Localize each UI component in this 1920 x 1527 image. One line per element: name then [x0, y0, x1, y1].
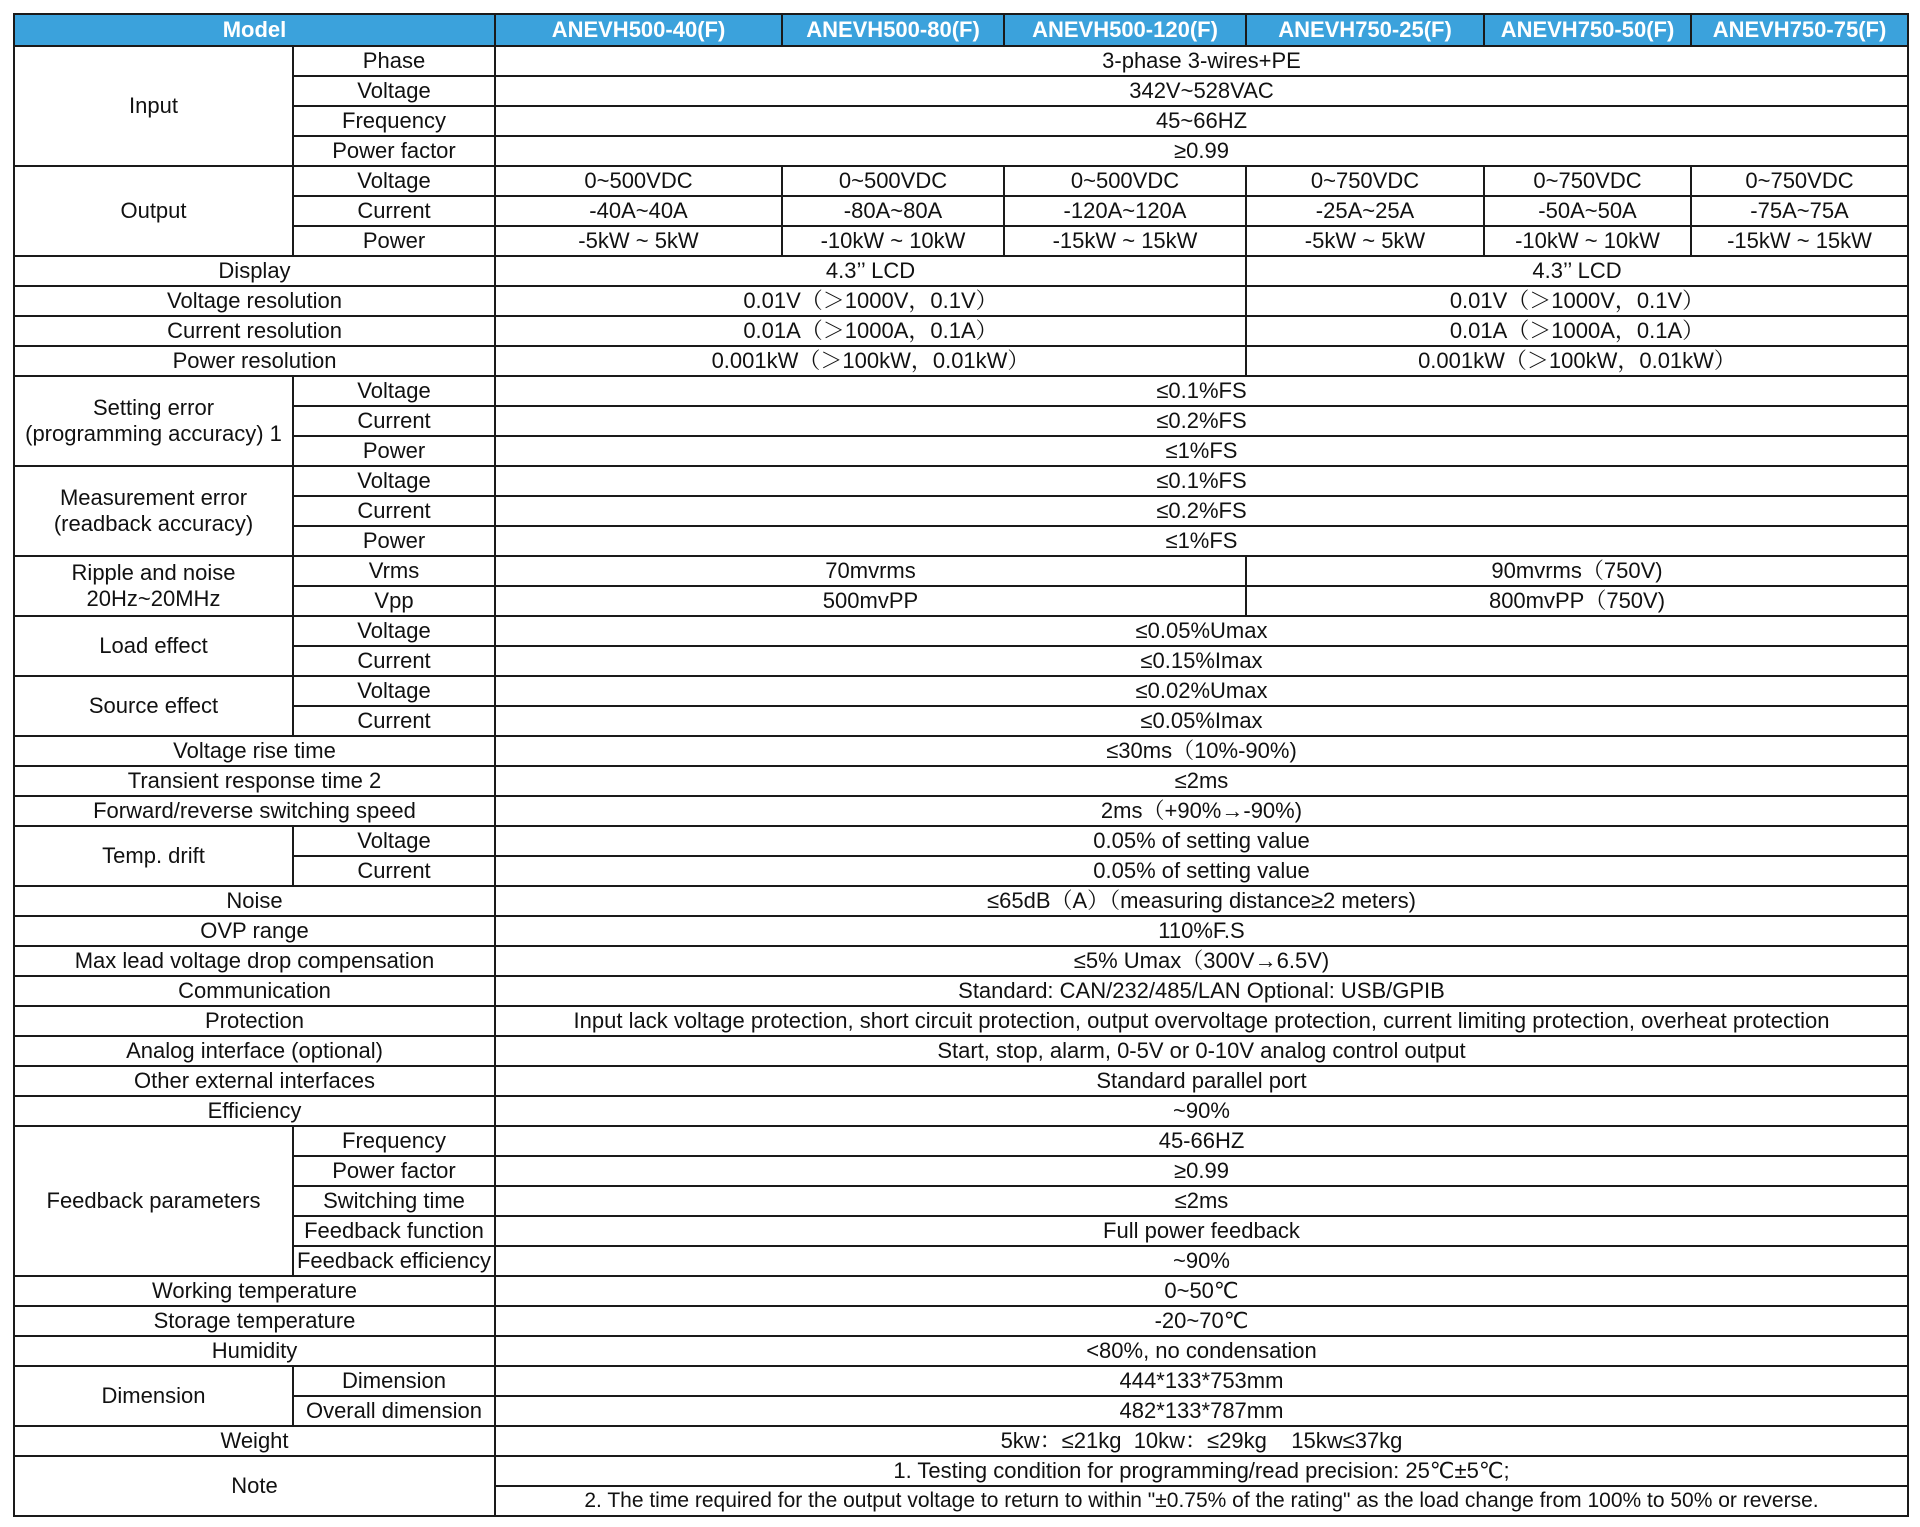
group-label-load-effect: Load effect [14, 616, 293, 676]
table-row [14, 916, 1908, 946]
param-value: ≤0.2%FS [495, 406, 1908, 436]
param-value: 444*133*753mm [495, 1366, 1908, 1396]
param-value: ≤65dB（A）（measuring distance≥2 meters) [495, 886, 1908, 916]
param-label: Vrms [293, 556, 495, 586]
group-label-measurement-error [14, 466, 293, 556]
param-label: Frequency [293, 106, 495, 136]
param-value: ≤0.1%FS [495, 466, 1908, 496]
group-label-line: 20Hz~20MHz [86, 586, 221, 611]
model-header-cell: ANEVH500-120(F) [1004, 14, 1246, 46]
param-value: 0.05% of setting value [495, 856, 1908, 886]
param-label: Weight [14, 1426, 495, 1456]
param-value: ≤1%FS [495, 526, 1908, 556]
param-value: -75A~75A [1691, 196, 1908, 226]
param-value: 0~50℃ [495, 1276, 1908, 1306]
param-value: 4.3’’ LCD [1246, 256, 1908, 286]
group-label-setting-error [14, 376, 293, 466]
param-value: 70mvrms [495, 556, 1246, 586]
param-value: -120A~120A [1004, 196, 1246, 226]
param-label: Max lead voltage drop compensation [14, 946, 495, 976]
param-label: Current [293, 646, 495, 676]
param-value: Start, stop, alarm, 0-5V or 0-10V analog control output [495, 1036, 1908, 1066]
param-value: <80%, no condensation [495, 1336, 1908, 1366]
table-row [14, 1366, 1908, 1396]
param-label: Efficiency [14, 1096, 495, 1126]
param-label: Storage temperature [14, 1306, 495, 1336]
table-row [14, 706, 1908, 736]
param-value: 0~750VDC [1246, 166, 1484, 196]
param-value: 482*133*787mm [495, 1396, 1908, 1426]
table-row [14, 1216, 1908, 1246]
table-row [14, 1126, 1908, 1156]
param-value: 342V~528VAC [495, 76, 1908, 106]
table-row [14, 406, 1908, 436]
table-row [14, 496, 1908, 526]
table-row [14, 106, 1908, 136]
group-label-ripple [14, 556, 293, 616]
param-label: Working temperature [14, 1276, 495, 1306]
model-header: Model [14, 14, 495, 46]
group-label-line: (readback accuracy) [53, 511, 254, 536]
param-label: Overall dimension [293, 1396, 495, 1426]
param-value: -25A~25A [1246, 196, 1484, 226]
param-value: 45~66HZ [495, 106, 1908, 136]
param-value: 2ms（+90%→-90%) [495, 796, 1908, 826]
group-label-line: Measurement error [59, 485, 248, 510]
table-row [14, 316, 1908, 346]
param-value: 0.01A（＞1000A，0.1A） [1246, 316, 1908, 346]
param-label: Frequency [293, 1126, 495, 1156]
table-row [14, 1426, 1908, 1456]
param-value: -5kW ~ 5kW [495, 226, 782, 256]
table-row [14, 676, 1908, 706]
param-label: Humidity [14, 1336, 495, 1366]
param-value: 45-66HZ [495, 1126, 1908, 1156]
param-label: Display [14, 256, 495, 286]
param-label: Note [14, 1456, 495, 1516]
header-row [14, 14, 1908, 46]
model-header-cell: ANEVH750-75(F) [1691, 14, 1908, 46]
table-row [14, 856, 1908, 886]
param-value: -80A~80A [782, 196, 1004, 226]
param-value: ≤0.15%Imax [495, 646, 1908, 676]
param-label: Voltage [293, 466, 495, 496]
param-label: Voltage [293, 166, 495, 196]
param-label: Current [293, 856, 495, 886]
param-value: ~90% [495, 1246, 1908, 1276]
param-label: Power [293, 226, 495, 256]
param-label: OVP range [14, 916, 495, 946]
param-value: 110%F.S [495, 916, 1908, 946]
param-value: ≤5% Umax（300V→6.5V) [495, 946, 1908, 976]
table-row [14, 436, 1908, 466]
table-row [14, 136, 1908, 166]
table-row [14, 586, 1908, 616]
param-label: Voltage [293, 376, 495, 406]
param-label: Power factor [293, 1156, 495, 1186]
table-row [14, 1306, 1908, 1336]
table-row [14, 1396, 1908, 1426]
param-value: ≤0.05%Imax [495, 706, 1908, 736]
param-value: 0.01V（＞1000V，0.1V） [1246, 286, 1908, 316]
param-label: Current [293, 406, 495, 436]
table-row [14, 76, 1908, 106]
table-row [14, 556, 1908, 586]
param-value: ≤2ms [495, 766, 1908, 796]
param-value: 0.001kW（＞100kW，0.01kW） [1246, 346, 1908, 376]
param-label: Forward/reverse switching speed [14, 796, 495, 826]
model-header-cell: ANEVH500-80(F) [782, 14, 1004, 46]
param-value: 0~500VDC [782, 166, 1004, 196]
group-label-dimension: Dimension [14, 1366, 293, 1426]
param-value: ≤0.2%FS [495, 496, 1908, 526]
param-value: -5kW ~ 5kW [1246, 226, 1484, 256]
specification-table [13, 13, 1909, 1517]
spec-table-container [13, 13, 1909, 1517]
param-label: Vpp [293, 586, 495, 616]
table-row [14, 646, 1908, 676]
table-row [14, 1246, 1908, 1276]
param-value: Standard: CAN/232/485/LAN Optional: USB/GPIB [495, 976, 1908, 1006]
param-value: 3-phase 3-wires+PE [495, 46, 1908, 76]
param-value: -10kW ~ 10kW [782, 226, 1004, 256]
param-label: Power resolution [14, 346, 495, 376]
param-label: Power [293, 526, 495, 556]
param-value: 90mvrms（750V) [1246, 556, 1908, 586]
note-line: 1. Testing condition for programming/read precision: 25℃±5℃; [495, 1456, 1908, 1486]
table-row [14, 196, 1908, 226]
param-label: Voltage resolution [14, 286, 495, 316]
param-label: Current [293, 706, 495, 736]
param-label: Current resolution [14, 316, 495, 346]
param-value: Standard parallel port [495, 1066, 1908, 1096]
table-row [14, 466, 1908, 496]
param-value: ≥0.99 [495, 136, 1908, 166]
param-label: Current [293, 196, 495, 226]
param-label: Voltage [293, 616, 495, 646]
table-row [14, 886, 1908, 916]
param-value: 0~750VDC [1691, 166, 1908, 196]
param-value: ≤0.05%Umax [495, 616, 1908, 646]
table-row [14, 976, 1908, 1006]
table-row [14, 346, 1908, 376]
param-label: Analog interface (optional) [14, 1036, 495, 1066]
param-value: ≥0.99 [495, 1156, 1908, 1186]
param-label: Voltage rise time [14, 736, 495, 766]
param-value: -15kW ~ 15kW [1691, 226, 1908, 256]
table-row [14, 1036, 1908, 1066]
model-header-cell: ANEVH750-25(F) [1246, 14, 1484, 46]
group-label-line: Setting error [92, 395, 215, 420]
param-label: Communication [14, 976, 495, 1006]
model-header-cell: ANEVH750-50(F) [1484, 14, 1691, 46]
table-row [14, 826, 1908, 856]
param-value: ≤30ms（10%-90%) [495, 736, 1908, 766]
param-value: -10kW ~ 10kW [1484, 226, 1691, 256]
model-header-cell: ANEVH500-40(F) [495, 14, 782, 46]
param-label: Other external interfaces [14, 1066, 495, 1096]
param-label: Power factor [293, 136, 495, 166]
param-value: 0.001kW（＞100kW，0.01kW） [495, 346, 1246, 376]
table-row [14, 796, 1908, 826]
param-value: 0~500VDC [495, 166, 782, 196]
param-label: Phase [293, 46, 495, 76]
param-label: Power [293, 436, 495, 466]
param-label: Current [293, 496, 495, 526]
param-label: Feedback function [293, 1216, 495, 1246]
table-row [14, 46, 1908, 76]
table-row [14, 616, 1908, 646]
param-value: 5kw：≤21kg 10kw：≤29kg 15kw≤37kg [495, 1426, 1908, 1456]
param-value: ≤2ms [495, 1186, 1908, 1216]
param-value: -50A~50A [1484, 196, 1691, 226]
table-row [14, 946, 1908, 976]
param-value: 0~500VDC [1004, 166, 1246, 196]
param-label: Transient response time 2 [14, 766, 495, 796]
note-line: 2. The time required for the output voltage to return to within "±0.75% of the rating" as the load change from 100% to 50% or reverse. [495, 1486, 1908, 1516]
table-row [14, 166, 1908, 196]
param-value: 0.01V（＞1000V，0.1V） [495, 286, 1246, 316]
param-value: 4.3’’ LCD [495, 256, 1246, 286]
param-value: ~90% [495, 1096, 1908, 1126]
table-row [14, 1276, 1908, 1306]
param-value: -15kW ~ 15kW [1004, 226, 1246, 256]
param-label: Switching time [293, 1186, 495, 1216]
table-row [14, 1006, 1908, 1036]
param-value: 0.01A（＞1000A，0.1A） [495, 316, 1246, 346]
group-label-feedback: Feedback parameters [14, 1126, 293, 1276]
param-value: Full power feedback [495, 1216, 1908, 1246]
param-value: 0~750VDC [1484, 166, 1691, 196]
group-label-source-effect: Source effect [14, 676, 293, 736]
table-row [14, 1066, 1908, 1096]
group-label-line: (programming accuracy) 1 [25, 421, 282, 446]
param-value: 500mvPP [495, 586, 1246, 616]
group-label-temp-drift: Temp. drift [14, 826, 293, 886]
table-row [14, 1456, 1908, 1486]
param-label: Protection [14, 1006, 495, 1036]
group-label-output: Output [14, 166, 293, 256]
param-label: Voltage [293, 676, 495, 706]
table-row [14, 226, 1908, 256]
table-row [14, 256, 1908, 286]
param-value: ≤1%FS [495, 436, 1908, 466]
table-row [14, 766, 1908, 796]
param-value: 0.05% of setting value [495, 826, 1908, 856]
table-row [14, 1186, 1908, 1216]
param-value: Input lack voltage protection, short circuit protection, output overvoltage protection, current limiting protection, overheat protection [495, 1006, 1908, 1036]
param-label: Voltage [293, 76, 495, 106]
table-row [14, 1096, 1908, 1126]
param-value: ≤0.1%FS [495, 376, 1908, 406]
param-label: Voltage [293, 826, 495, 856]
param-label: Noise [14, 886, 495, 916]
table-row [14, 736, 1908, 766]
table-row [14, 526, 1908, 556]
table-row [14, 1336, 1908, 1366]
param-value: ≤0.02%Umax [495, 676, 1908, 706]
param-label: Feedback efficiency [293, 1246, 495, 1276]
table-row [14, 376, 1908, 406]
param-value: -20~70℃ [495, 1306, 1908, 1336]
group-label-input: Input [14, 46, 293, 166]
table-row [14, 1156, 1908, 1186]
table-row [14, 286, 1908, 316]
group-label-line: Ripple and noise [71, 560, 236, 585]
param-value: -40A~40A [495, 196, 782, 226]
param-label: Dimension [293, 1366, 495, 1396]
param-value: 800mvPP（750V) [1246, 586, 1908, 616]
